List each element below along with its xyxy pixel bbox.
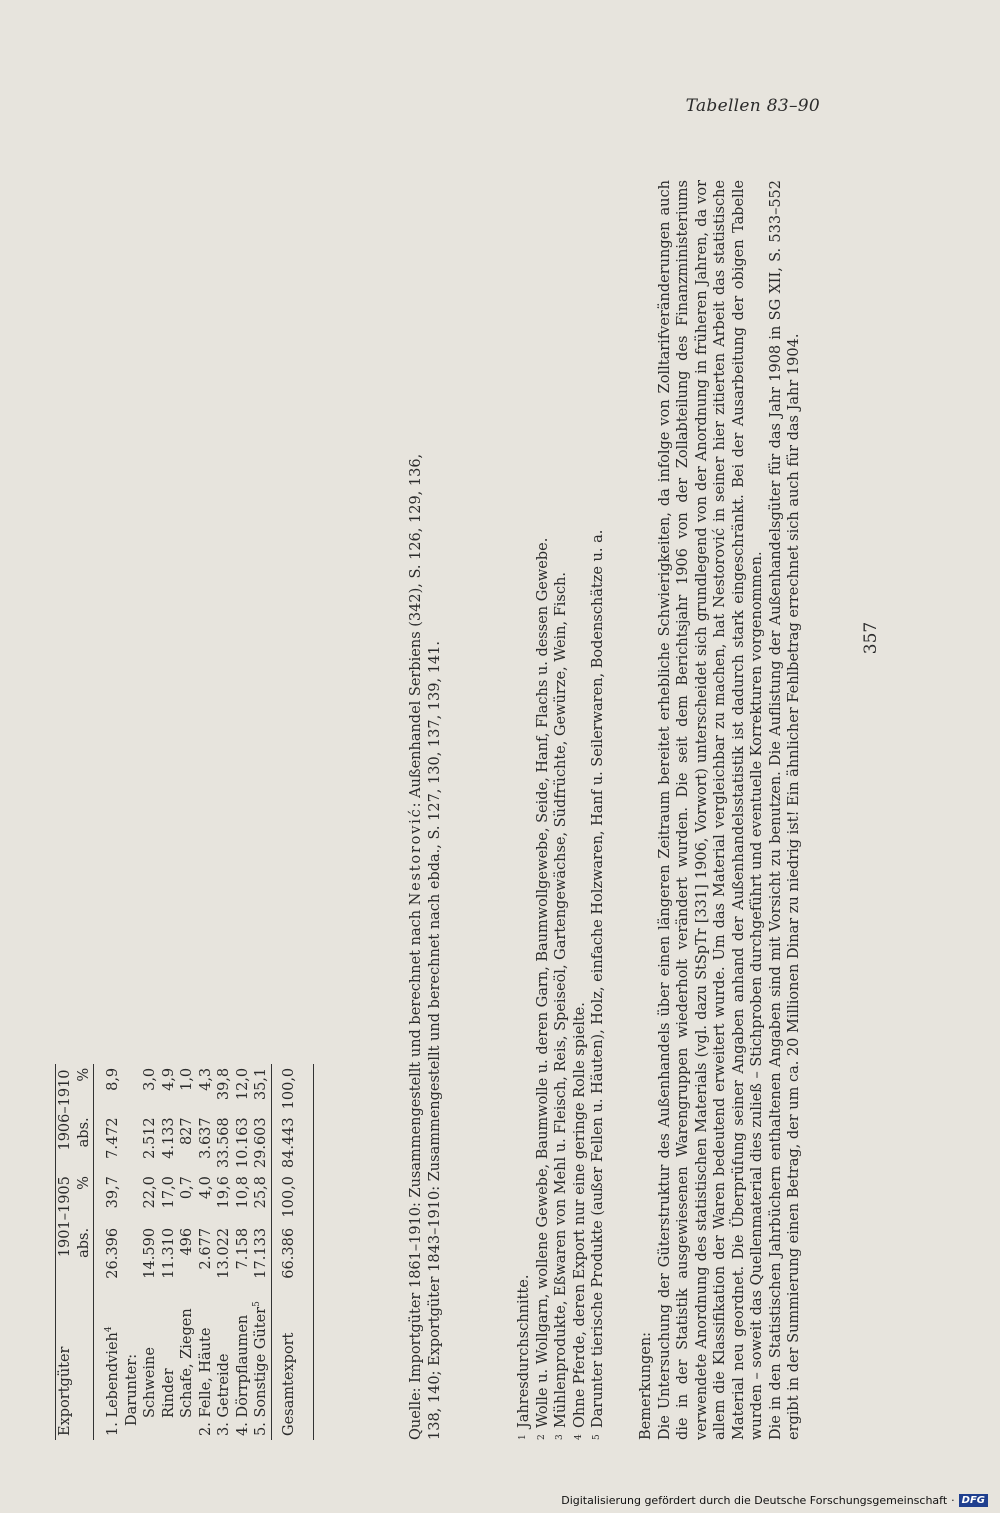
source-note bbox=[407, 200, 444, 1440]
total-a2: 84.443 bbox=[272, 1113, 314, 1172]
row-label: Darunter: bbox=[123, 1353, 140, 1426]
footnote bbox=[515, 200, 534, 1440]
cell-a1: 14.590 bbox=[142, 1227, 159, 1279]
row-label: 3. Getreide bbox=[216, 1353, 233, 1436]
source-text-post: : Außenhandel Serbiens (342), S. 126, 129, 136, bbox=[408, 453, 424, 808]
col-head-label: Exportgüter bbox=[56, 1297, 75, 1440]
cell-p2: 4,3 bbox=[197, 1067, 214, 1091]
table-row bbox=[141, 1064, 160, 1440]
row-label: Schweine bbox=[142, 1347, 159, 1418]
cell-p2 bbox=[123, 1064, 142, 1114]
footnote-number: 1 bbox=[518, 1434, 528, 1440]
table-row bbox=[215, 1064, 234, 1440]
header-blank bbox=[75, 1297, 94, 1440]
footnote-number: 4 bbox=[573, 1434, 584, 1440]
row-label-footnote-ref: 4 bbox=[104, 1326, 115, 1333]
cell-p1 bbox=[123, 1172, 142, 1224]
footnote bbox=[589, 200, 608, 1440]
table-header-row-1 bbox=[56, 1064, 75, 1440]
row-label: Rinder bbox=[160, 1368, 177, 1418]
footnote-number: 2 bbox=[536, 1434, 547, 1440]
source-line-1 bbox=[407, 200, 426, 1440]
cell-p2: 35,1 bbox=[253, 1067, 270, 1101]
total-row bbox=[272, 1064, 314, 1440]
footnotes bbox=[515, 200, 608, 1440]
period2-header: 1906–1910 bbox=[56, 1064, 75, 1172]
table-header-row-2 bbox=[75, 1064, 94, 1440]
cell-p2: 3,0 bbox=[142, 1067, 159, 1091]
cell-a2: 4.133 bbox=[160, 1117, 177, 1159]
table-row bbox=[197, 1064, 216, 1440]
cell-a2: 33.568 bbox=[216, 1117, 233, 1169]
cell-a1: 26.396 bbox=[105, 1227, 122, 1279]
table-row bbox=[123, 1064, 142, 1440]
cell-p1: 25,8 bbox=[253, 1176, 270, 1209]
cell-p1: 17,0 bbox=[160, 1176, 177, 1209]
cell-a2: 29.603 bbox=[253, 1117, 270, 1169]
remarks-paragraph-1: Die Untersuchung der Güterstruktur des Außenhandels über einen längeren Zeitraum bereitet erhebliche Schwierigkeiten, da infolge von Zolltarifveränderungen auch die in der Statistik ausgewiesenen Warengruppen wiederholt verändert wurden. Die seit dem Berichtsjahr 1906 von der Zollabteilung des Finanzministeriums verwendete Anordnung des statistischen Materials (vgl. dazu StSpTr [331] 1906, Vorwort) unterscheidet sich grundlegend von der Anordnung in früheren Jahren, da vor allem die Klassifikation der Waren bedeutend erweitert wurde. Um das Material vergleichbar zu machen, hat Nestorović in seiner hier zitierten Arbeit das statistische Material neu geordnet. Die Überprüfung seiner Angaben anhand der Außenhandelsstatistik ist dadurch stark eingeschränkt. Bei der Ausarbeitung der obigen Tabelle wurden – soweit das Quellenmaterial dies zuließ – Stichproben durchgeführt und eventuelle Korrekturen vorgenommen. bbox=[656, 180, 766, 1440]
footnote bbox=[534, 200, 553, 1440]
cell-a1: 11.310 bbox=[160, 1227, 177, 1279]
running-title: Tabellen 83–90 bbox=[685, 96, 820, 116]
cell-p2: 4,9 bbox=[160, 1067, 177, 1091]
table-row bbox=[160, 1064, 179, 1440]
cell-a1: 2.677 bbox=[197, 1227, 214, 1270]
row-label-footnote-ref: 5 bbox=[252, 1301, 263, 1307]
row-label: 4. Dörrpflaumen bbox=[234, 1314, 251, 1436]
table-row bbox=[234, 1064, 253, 1440]
row-label: Schafe, Ziegen bbox=[179, 1308, 196, 1418]
footnote-text: Ohne Pferde, deren Export nur eine geringe Rolle spielte. bbox=[571, 1002, 588, 1428]
row-label: 5. Sonstige Güter$^5$ bbox=[252, 1301, 270, 1436]
cell-a1: 7.158 bbox=[234, 1227, 251, 1270]
cell-p2: 12,0 bbox=[234, 1067, 251, 1101]
remarks bbox=[637, 180, 804, 1440]
dfg-logo: DFG bbox=[959, 1494, 988, 1507]
source-text-pre: Quelle: Importgüter 1861–1910: Zusammengestellt und berechnet nach bbox=[408, 905, 424, 1440]
cell-a1: 17.133 bbox=[253, 1227, 270, 1279]
footer-dot: · bbox=[951, 1494, 955, 1507]
cell-p2: 8,9 bbox=[105, 1067, 122, 1091]
cell-a1: 496 bbox=[179, 1227, 196, 1256]
row-label: 2. Felle, Häute bbox=[197, 1327, 214, 1436]
cell-p2: 39,8 bbox=[216, 1067, 233, 1101]
footnote-number: 3 bbox=[555, 1434, 566, 1440]
footnote-text: Darunter tierische Produkte (außer Fellen u. Häuten), Holz, einfache Holzwaren, Hanf u. Seilerwaren, Bodenschätze u. a. bbox=[590, 529, 607, 1428]
cell-a2: 10.163 bbox=[234, 1117, 251, 1169]
cell-a2: 7.472 bbox=[105, 1117, 122, 1159]
remarks-paragraph-2: Die in den Statistischen Jahrbüchern enthaltenen Angaben sind mit Vorsicht zu benutzen. Die Auflistung der Außenhandelsgüter für das Jahr 1908 in SG XII, S. 533–552 ergibt in der Summierung einen Betrag, der um ca. 20 Millionen Dinar zu niedrig ist! Ein ähnlicher Fehlbetrag errechnet sich auch für das Jahr 1904. bbox=[767, 180, 803, 1440]
export-table bbox=[55, 1064, 314, 1440]
table-row bbox=[94, 1064, 123, 1440]
remarks-heading: Bemerkungen: bbox=[638, 1331, 654, 1440]
pct-header-2: % bbox=[75, 1064, 94, 1114]
footnote bbox=[552, 200, 571, 1440]
table-row bbox=[252, 1064, 271, 1440]
footnote-text: Jahresdurchschnitte. bbox=[516, 1274, 532, 1428]
cell-a1 bbox=[123, 1224, 142, 1297]
cell-p2: 1,0 bbox=[179, 1067, 196, 1091]
period1-header: 1901–1905 bbox=[56, 1172, 75, 1297]
export-table-block bbox=[55, 740, 405, 1440]
cell-p1: 22,0 bbox=[142, 1176, 159, 1209]
footnote-text: Wolle u. Wollgarn, wollene Gewebe, Baumwolle u. deren Garn, Baumwollgewebe, Seide, Hanf, Flachs u. dessen Gewebe. bbox=[534, 537, 551, 1428]
footnote bbox=[571, 200, 590, 1440]
cell-a2: 3.637 bbox=[197, 1117, 214, 1159]
total-label: Gesamtexport bbox=[272, 1297, 314, 1440]
cell-p1: 0,7 bbox=[179, 1176, 196, 1200]
source-line-2: 138, 140; Exportgüter 1843–1910: Zusammengestellt und berechnet nach ebda., S. 127, 130, 137, 139, 141. bbox=[426, 641, 443, 1440]
page-number: 357 bbox=[861, 621, 882, 655]
source-author: Nestorović bbox=[408, 807, 424, 906]
abs-header-2: abs. bbox=[75, 1113, 94, 1172]
cell-a2: 2.512 bbox=[142, 1117, 159, 1159]
digitization-footer bbox=[561, 1494, 988, 1507]
footer-text: Digitalisierung gefördert durch die Deutsche Forschungsgemeinschaft bbox=[561, 1494, 948, 1507]
table-row bbox=[178, 1064, 197, 1440]
rotated-content bbox=[55, 125, 855, 1440]
page-number-wrap bbox=[855, 621, 885, 655]
cell-p1: 39,7 bbox=[105, 1176, 122, 1209]
cell-p1: 10,8 bbox=[234, 1176, 251, 1209]
abs-header-1: abs. bbox=[75, 1224, 94, 1297]
cell-a1: 13.022 bbox=[216, 1227, 233, 1279]
total-p1: 100,0 bbox=[272, 1172, 314, 1224]
footnote-text: Mühlenprodukte, Eßwaren von Mehl u. Fleisch, Reis, Speiseöl, Gartengewächse, Südfrüchte, Gewürze, Wein, Fisch. bbox=[553, 572, 570, 1428]
pct-header-1: % bbox=[75, 1172, 94, 1224]
cell-p1: 4,0 bbox=[197, 1176, 214, 1200]
cell-a2: 827 bbox=[179, 1117, 196, 1146]
total-p2: 100,0 bbox=[272, 1064, 314, 1114]
footnote-number: 5 bbox=[592, 1434, 603, 1440]
row-label: 1. Lebendvieh$^4$ bbox=[104, 1326, 122, 1436]
cell-p1: 19,6 bbox=[216, 1176, 233, 1209]
cell-a2 bbox=[123, 1113, 142, 1172]
total-a1: 66.386 bbox=[272, 1224, 314, 1297]
